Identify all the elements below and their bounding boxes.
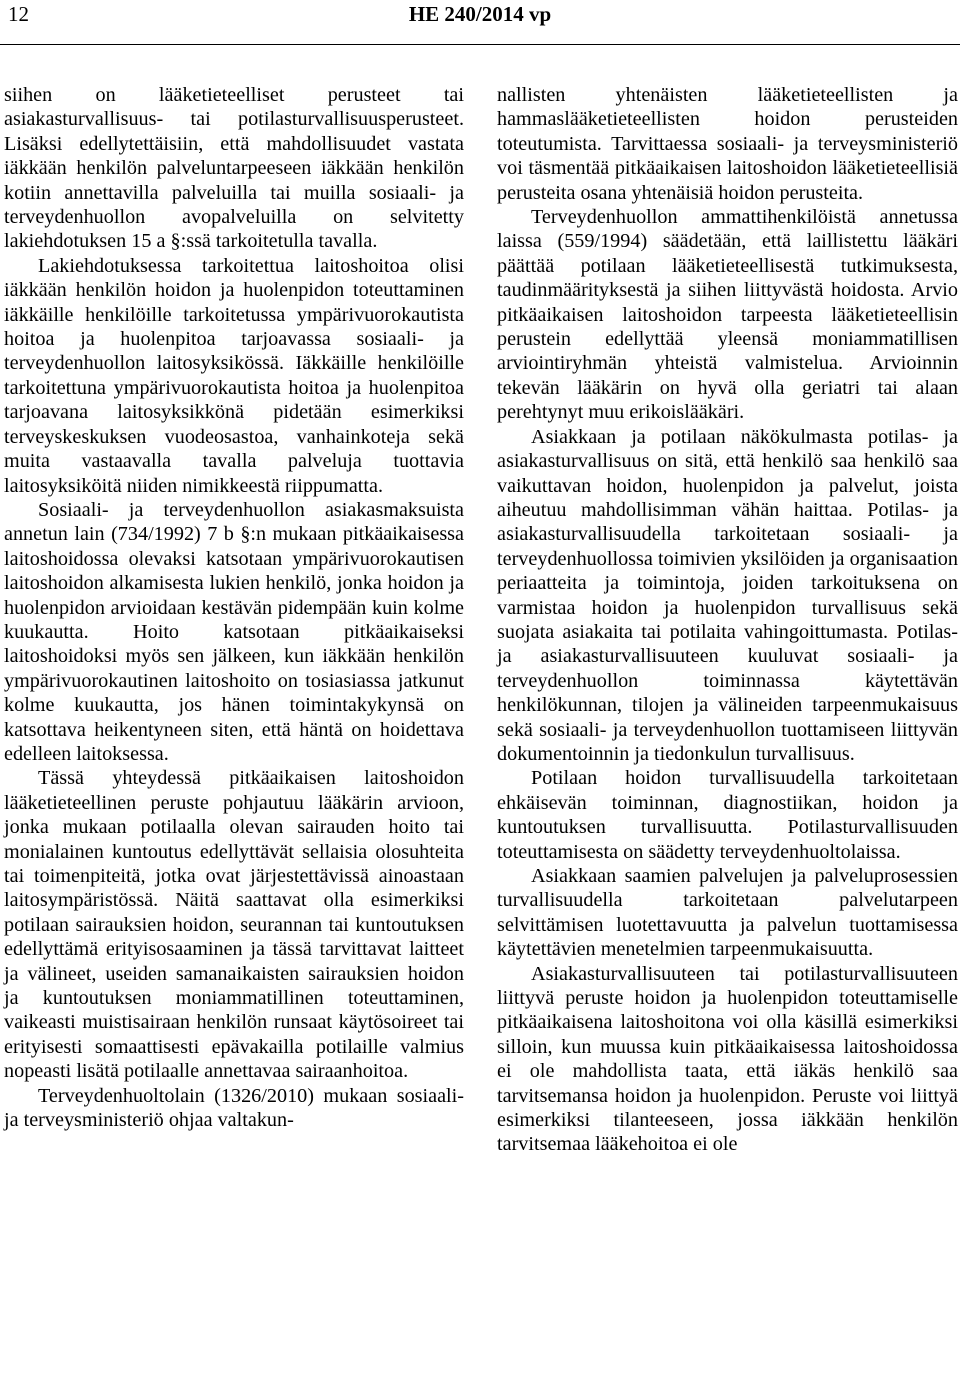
- document-id: HE 240/2014 vp: [408, 2, 552, 26]
- paragraph: Lakiehdotuksessa tarkoitettua laitoshoitoa olisi iäkkään henkilön hoidon ja huolenpidon toteuttaminen iäkkäille henkilöille tarkoitetussa ympärivuorokautista hoitoa ja huolenpitoa tarjoavassa sosiaali- ja terveydenhuollon laitosyksikössä. Iäkkäille henkilöille tarkoitettuna ympärivuorokautista hoitoa ja huolenpitoa tarjoavana laitosyksikkönä pidetään esimerkiksi terveyskeskuksen vuodeosastoa, vanhainkoteja sekä muita vastaavalla tavalla palveluja tuottavia laitosyksiköitä niiden nimikkeestä riippumatta.: [4, 254, 464, 497]
- paragraph: Tässä yhteydessä pitkäaikaisen laitoshoidon lääketieteellinen peruste pohjautuu lääkärin arvioon, jonka mukaan potilaalla olevan sairauden hoito tai monialainen kuntoutus edellyttävät sellaisia olosuhteita tai toimenpiteitä, jotka ovat järjestettävissä ainoastaan laitosympäristössä. Näitä saattavat olla esimerkiksi potilaan sairauksien hoidon, seurannan tai kuntoutuksen edellyttämä erityisosaaminen ja tässä tarvittavat laitteet ja välineet, useiden samanaikaisten sairauksien hoidon ja kuntoutuksen moniammatillinen toteuttaminen, vaikeasti muistisairaan henkilön runsaat käytösoireet tai erityisesti somaattisesti epävakailla potilaille valmius nopeasti lisätä potilaalle annettavaa sairaanhoitoa.: [4, 767, 464, 1083]
- paragraph: siihen on lääketieteelliset perusteet tai asiakasturvallisuus- tai potilasturvallisuusperusteet. Lisäksi edellytettäisiin, että mahdollisuudet vastata iäkkään henkilön palveluntarpeeseen iäkkään henkilön kotiin annettavilla palveluilla tai muilla sosiaali- ja terveydenhuollon avopalveluilla on selvitetty lakiehdotuksen 15 a §:ssä tarkoitetulla tavalla.: [4, 84, 464, 253]
- paragraph: Terveydenhuollon ammattihenkilöistä annetussa laissa (559/1994) säädetään, että laillistettu lääkäri päättää potilaan lääketieteellisestä tutkimuksesta, taudinmäärityksestä ja siihen liittyvästä hoidosta. Arvio pitkäaikaisen laitoshoidon tarpeesta lääketieteellisin perustein edellyttää yleensä moniammatillisen arviointiryhmän yhteistä valmistelua. Arvioinnin tekevän lääkärin on hyvä olla geriatri tai alaan perehtynyt muu erikoislääkäri.: [497, 206, 958, 424]
- header-divider: [0, 44, 960, 45]
- paragraph: Asiakasturvallisuuteen tai potilasturvallisuuteen liittyvä peruste hoidon ja huolenpidon toteuttamiselle pitkäaikaisena laitoshoitona voi olla käsillä esimerkiksi silloin, kun muussa kuin pitkäaikaisessa laitoshoidossa ei ole mahdollista taata, että iäkäs henkilö saa tarvitsemansa hoidon ja huolenpidon. Peruste voi liittyä esimerkiksi tilanteeseen, jossa iäkkään henkilön tarvitsemaa lääkehoitoa ei ole: [497, 962, 958, 1156]
- paragraph: nallisten yhtenäisten lääketieteellisten ja hammaslääketieteellisten hoidon perusteiden toteutumista. Tarvittaessa sosiaali- ja terveysministeriö voi täsmentää pitkäaikaisen laitoshoidon lääketieteellisiä perusteita osana yhtenäisiä hoidon perusteita.: [497, 84, 958, 204]
- paragraph: Sosiaali- ja terveydenhuollon asiakasmaksuista annetun lain (734/1992) 7 b §:n mukaan pitkäaikaisessa laitoshoidossa olevaksi katsotaan ympärivuorokautisen laitoshoidon alkamisesta lukien henkilö, jonka hoidon ja huolenpidon arvioidaan kestävän pidempään kuin kolme kuukautta. Hoito katsotaan pitkäaikaiseksi laitoshoidoksi myös sen jälkeen, kun iäkkään henkilön ympärivuorokautinen laitoshoito on tosiasiassa jatkunut kolme kuukautta, jos hänen toimintakykynsä on katsottava heikentyneen siten, että häntä on hoidettava edelleen laitoksessa.: [4, 498, 464, 765]
- page-number: 12: [8, 2, 29, 26]
- paragraph: Asiakkaan ja potilaan näkökulmasta potilas- ja asiakasturvallisuus on sitä, että henkilö saa henkilö saa vaikuttavan hoidon, huolenpidon ja palvelut, joista aiheutuu mahdollisimman vähän haittaa. Potilas- ja asiakasturvallisuudella tarkoitetaan sosiaali- ja terveydenhuollossa toimivien yksilöiden ja organisaation periaatteita ja toimintoja, joiden tarkoituksena on varmistaa hoidon ja huolenpidon turvallisuus sekä suojata asiakaita tai potilaita vahingoittumasta. Potilas- ja asiakasturvallisuuteen kuuluvat sosiaali- ja terveydenhuollon toiminnassa käytettävän henkilökunnan, tilojen ja välineiden tarpeenmukaisuus sekä sosiaali- ja terveydenhuollon tuottamiseen liittyvän dokumentoinnin ja tiedonkulun turvallisuus.: [497, 425, 958, 765]
- paragraph: Asiakkaan saamien palvelujen ja palveluprosessien turvallisuudella tarkoitetaan palvelutarpeen selvittämisen luotettavuutta ja palvelun tuottamisessa käytettävien menetelmien tarpeenmukaisuutta.: [497, 865, 958, 961]
- paragraph: Terveydenhuoltolain (1326/2010) mukaan sosiaali- ja terveysministeriö ohjaa valtakun-: [4, 1084, 464, 1132]
- left-text-column: [4, 83, 464, 1132]
- right-text-column: [497, 83, 958, 1157]
- paragraph: Potilaan hoidon turvallisuudella tarkoitetaan ehkäisevän toiminnan, diagnostiikan, hoidon ja kuntoutuksen turvallisuutta. Potilasturvallisuuden toteuttamisesta on säädetty terveydenhuoltolaissa.: [497, 767, 958, 863]
